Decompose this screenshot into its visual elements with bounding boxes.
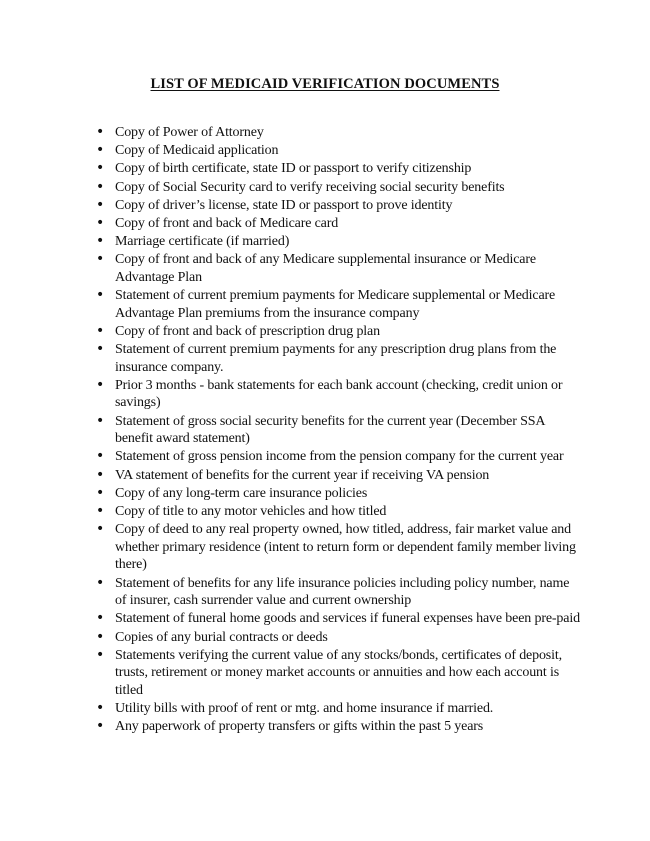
list-item: • Copy of Social Security card to verify receiving social security benefits [96, 179, 582, 197]
list-item: • Any paperwork of property transfers or gifts within the past 5 years [96, 718, 582, 736]
list-item: • Copy of front and back of any Medicare supplemental insurance or Medicare Advantage Plan [96, 251, 582, 286]
list-item: • Copy of birth certificate, state ID or passport to verify citizenship [96, 160, 582, 178]
verification-documents-list [96, 124, 582, 736]
list-item: • Statement of funeral home goods and services if funeral expenses have been pre-paid [96, 610, 582, 628]
list-item: • Copy of front and back of Medicare card [96, 215, 582, 233]
list-item: • Statement of benefits for any life insurance policies including policy number, name of insurer, cash surrender value and current ownership [96, 575, 582, 610]
list-item: • Prior 3 months - bank statements for each bank account (checking, credit union or savings) [96, 377, 582, 412]
list-item: • Copy of deed to any real property owned, how titled, address, fair market value and whether primary residence (intent to return form or dependent family member living there) [96, 521, 582, 574]
list-item: • Copy of Power of Attorney [96, 124, 582, 142]
list-item: • Copy of title to any motor vehicles and how titled [96, 503, 582, 521]
list-item: • Statement of current premium payments for any prescription drug plans from the insurance company. [96, 341, 582, 376]
list-item: • Marriage certificate (if married) [96, 233, 582, 251]
list-item: • Copy of Medicaid application [96, 142, 582, 160]
list-item: • Copies of any burial contracts or deeds [96, 629, 582, 647]
list-item: • Copy of front and back of prescription drug plan [96, 323, 582, 341]
list-item: • Utility bills with proof of rent or mtg. and home insurance if married. [96, 700, 582, 718]
list-item: • Copy of any long-term care insurance policies [96, 485, 582, 503]
list-item: • Copy of driver’s license, state ID or passport to prove identity [96, 197, 582, 215]
list-item: • Statement of gross social security benefits for the current year (December SSA benefit award statement) [96, 413, 582, 448]
list-item: • VA statement of benefits for the current year if receiving VA pension [96, 467, 582, 485]
document-title: LIST OF MEDICAID VERIFICATION DOCUMENTS [150, 76, 500, 92]
list-item: • Statements verifying the current value of any stocks/bonds, certificates of deposit, trusts, retirement or money market accounts or annuities and how each account is titled [96, 647, 582, 700]
list-item: • Statement of current premium payments for Medicare supplemental or Medicare Advantage Plan premiums from the insurance company [96, 287, 582, 322]
list-item: • Statement of gross pension income from the pension company for the current year [96, 448, 582, 466]
